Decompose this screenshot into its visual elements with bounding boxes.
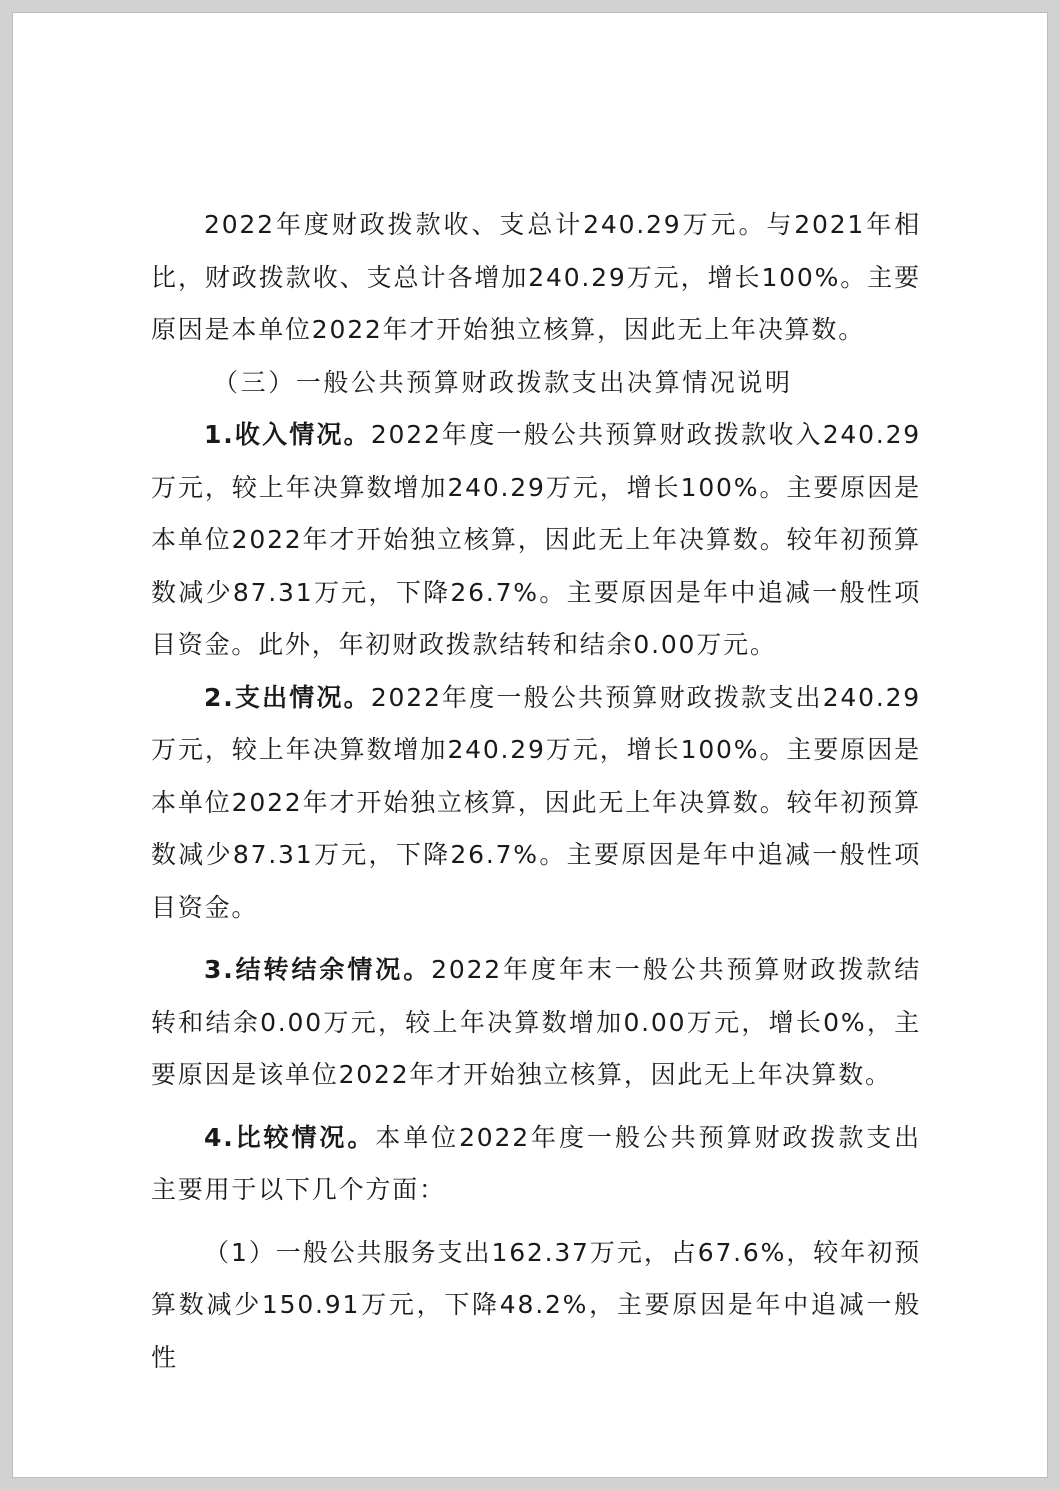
carryover-lead: 3.结转结余情况。	[204, 955, 432, 984]
section-heading-text: （三）一般公共预算财政拨款支出决算情况说明	[213, 367, 793, 397]
document-page	[12, 12, 1048, 1478]
carryover-text: 2022年度年末一般公共预算财政拨款结转和结余0.00万元，较上年决算数增加0.00万元，增长0%，主要原因是该单位2022年才开始独立核算，因此无上年决算数。	[151, 955, 922, 1089]
paragraph-public-service	[151, 1227, 921, 1385]
paragraph-carryover	[151, 944, 921, 1102]
paragraph-income	[151, 409, 921, 672]
document-body	[151, 199, 921, 1384]
income-text: 2022年度一般公共预算财政拨款收入240.29万元，较上年决算数增加240.29万元，增长100%。主要原因是本单位2022年才开始独立核算，因此无上年决算数。较年初预算数减少87.31万元，下降26.7%。主要原因是年中追减一般性项目资金。此外，年初财政拨款结转和结余0.00万元。	[151, 420, 921, 659]
income-lead: 1.收入情况。	[204, 420, 371, 449]
public-service-text: （1）一般公共服务支出162.37万元，占67.6%，较年初预算数减少150.91万元，下降48.2%，主要原因是年中追减一般性	[151, 1237, 921, 1372]
expenditure-lead: 2.支出情况。	[204, 682, 371, 712]
comparison-lead: 4.比较情况。	[204, 1122, 376, 1152]
expenditure-text: 2022年度一般公共预算财政拨款支出240.29万元，较上年决算数增加240.29万元，增长100%。主要原因是本单位2022年才开始独立核算，因此无上年决算数。较年初预算数减少87.31万元，下降26.7%。主要原因是年中追减一般性项目资金。	[151, 682, 921, 922]
paragraph-total-summary	[151, 199, 921, 357]
section-heading-general-budget	[151, 357, 921, 410]
paragraph-comparison	[151, 1112, 921, 1217]
comparison-text: 本单位2022年度一般公共预算财政拨款支出主要用于以下几个方面：	[151, 1122, 921, 1204]
paragraph-expenditure	[151, 672, 921, 935]
total-summary-text: 2022年度财政拨款收、支总计240.29万元。与2021年相比，财政拨款收、支总计各增加240.29万元，增长100%。主要原因是本单位2022年才开始独立核算，因此无上年决算数。	[151, 210, 921, 344]
